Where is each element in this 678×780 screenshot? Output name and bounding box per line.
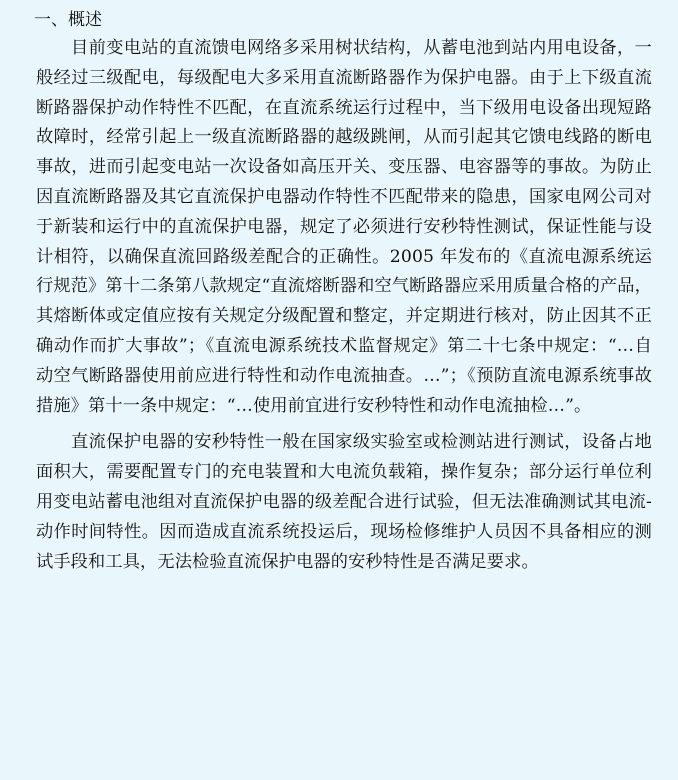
paragraph-overview-1: 目前变电站的直流馈电网络多采用树状结构，从蓄电池到站内用电设备，一般经过三级配电，每级配电大多采用直流断路器作为保护电器。由于上下级直流断路器保护动作特性不匹配，在直流系统运行过程中，当下级用电设备出现短路故障时，经常引起上一级直流断路器的越级跳闸，从而引起其它馈电线路的断电事故，进而引起变电站一次设备如高压开关、变压器、电容器等的事故。为防止因直流断路器及其它直流保护电器动作特性不匹配带来的隐患，国家电网公司对于新装和运行中的直流保护电器，规定了必须进行安秒特性测试，保证性能与设计相符，以确保直流回路级差配合的正确性。2005 年发布的《直流电源系统运行规范》第十二条第八款规定“直流熔断器和空气断路器应采用质量合格的产品，其熔断体或定值应按有关规定分级配置和整定，并定期进行核对，防止因其不正确动作而扩大事故”；《直流电源系统技术监督规定》第二十七条中规定：“…自动空气断路器使用前应进行特性和动作电流抽查。…”；《预防直流电源系统事故措施》第十一条中规定：“…使用前宜进行安秒特性和动作电流抽检…”。	[36, 38, 652, 416]
section-heading: 一、概述	[34, 10, 102, 30]
paragraph-overview-2: 直流保护电器的安秒特性一般在国家级实验室或检测站进行测试，设备占地面积大，需要配置专门的充电装置和大电流负载箱，操作复杂；部分运行单位利用变电站蓄电池组对直流保护电器的级差配合进行试验，但无法准确测试其电流-动作时间特性。因而造成直流系统投运后，现场检修维护人员因不具备相应的测试手段和工具，无法检验直流保护电器的安秒特性是否满足要求。	[36, 432, 652, 572]
